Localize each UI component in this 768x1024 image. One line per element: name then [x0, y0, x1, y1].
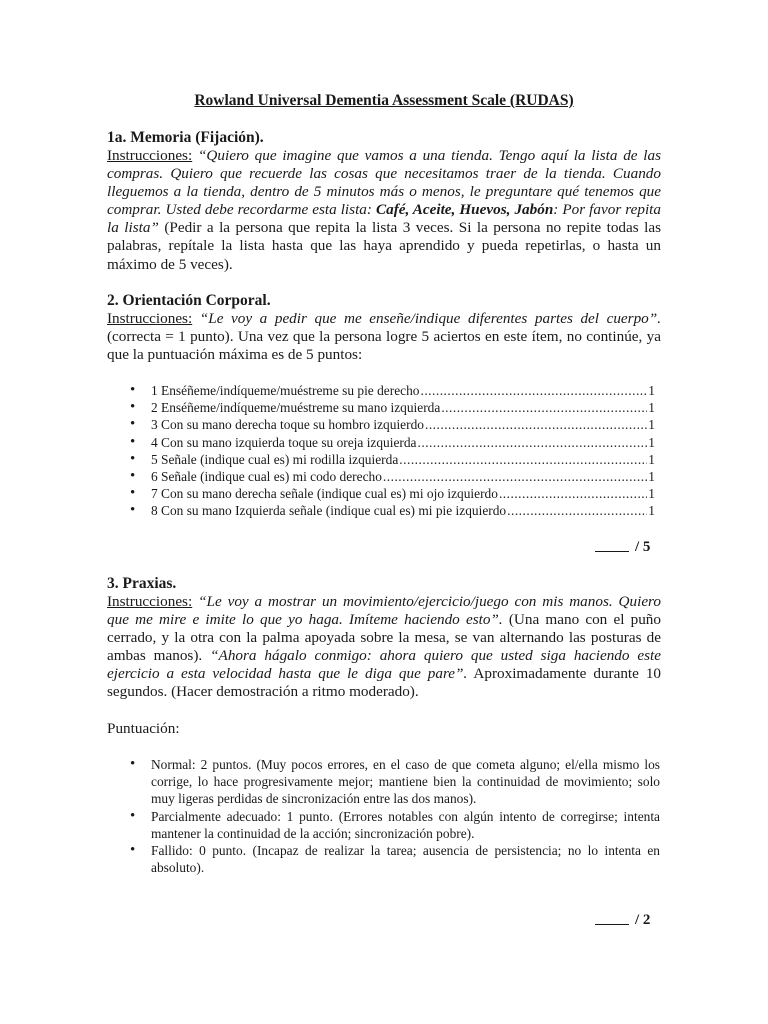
instruction-note: (Una mano con el puño cerrado, y la otra con la palma apoyada sobre la mesa, se van alternando las posturas de ambas manos). — [107, 611, 661, 665]
body-parts-list — [107, 382, 655, 520]
section-heading: 2. Orientación Corporal. — [107, 292, 271, 309]
instruction-quote: “Le voy a mostrar un movimiento/ejercicio/juego con mis manos. Quiero que me mire e imite lo que yo haga. Imíteme haciendo esto”. — [107, 593, 661, 629]
score-blank[interactable] — [595, 924, 629, 925]
list-item: • 4 Con su mano izquierda toque su oreja izquierda ..... 1 — [107, 434, 655, 451]
list-item: • Fallido: 0 punto. (Incapaz de realizar la tarea; ausencia de persistencia; no lo intenta en absoluto). — [107, 842, 660, 876]
word-list: Café, Aceite, Huevos, Jabón — [375, 201, 554, 219]
instruction-quote: “Le voy a pedir que me enseñe/indique diferentes partes del cuerpo”. — [199, 310, 661, 327]
score-field-praxias[interactable] — [595, 912, 650, 929]
list-item: • 3 Con su mano derecha toque su hombro izquierdo ..... 1 — [107, 416, 655, 433]
list-item: • 1 Enséñeme/indíqueme/muéstreme su pie derecho ..... 1 — [107, 382, 655, 399]
score-blank[interactable] — [595, 551, 629, 552]
section-orientacion — [107, 292, 661, 364]
instruction-quote-2: “Ahora hágalo conmigo: ahora quiero que usted siga haciendo este ejercicio a esta velocidad hasta que le diga que pare”. — [107, 647, 661, 683]
instruction-note: (correcta = 1 punto). Una vez que la persona logre 5 aciertos en este ítem, no continúe, ya que la puntuación máxima es de 5 puntos: — [107, 328, 661, 364]
instruction-note-2: Aproximadamente durante 10 segundos. (Hacer demostración a ritmo moderado). — [107, 665, 662, 701]
section-heading: 1a. Memoria (Fijación). — [107, 129, 264, 146]
list-item: • 8 Con su mano Izquierda señale (indique cual es) mi pie izquierdo ..... 1 — [107, 502, 655, 519]
puntuacion-label: Puntuación: — [107, 720, 180, 737]
instruction-quote: “Quiero que imagine que vamos a una tienda. Tengo aquí la lista de las compras. Quiero que recuerde las cosas que necesitamos traer de la tienda. Cuando lleguemos a la tienda, dentro de 5 minutos más o menos, le preguntare qué tenemos que comprar. Usted debe recordarme esta lista: — [107, 147, 662, 219]
scoring-criteria-list — [107, 756, 660, 876]
list-item: • 7 Con su mano derecha señale (indique cual es) mi ojo izquierdo ..... 1 — [107, 485, 655, 502]
section-instructions — [107, 147, 661, 274]
list-item: • 2 Enséñeme/indíqueme/muéstreme su mano izquierda ..... 1 — [107, 399, 655, 416]
list-item: • 6 Señale (indique cual es) mi codo derecho ..... 1 — [107, 468, 655, 485]
instructions-label: Instrucciones: — [107, 147, 193, 164]
section-heading: 3. Praxias. — [107, 575, 177, 592]
score-field-orientacion[interactable] — [595, 539, 650, 556]
document-title: Rowland Universal Dementia Assessment Scale (RUDAS) — [194, 92, 574, 109]
list-item: • Parcialmente adecuado: 1 punto. (Errores notables con algún intento de corregirse; intenta mantener la continuidad de la acción; sincronización pobre). — [107, 808, 660, 842]
score-max: / 2 — [635, 912, 651, 928]
score-max: / 5 — [635, 539, 651, 555]
section-praxias — [107, 575, 661, 702]
list-item: • Normal: 2 puntos. (Muy pocos errores, en el caso de que cometa alguno; el/ella mismo los corrige, lo hace progresivamente mejor; mantiene bien la continuidad de movimiento; solo muy ligeras perdidas de sincronización entre las dos manos). — [107, 756, 660, 808]
puntuacion-label-wrap — [107, 720, 661, 738]
list-item: • 5 Señale (indique cual es) mi rodilla izquierda ..... 1 — [107, 451, 655, 468]
section-instructions — [107, 310, 661, 364]
instructions-label: Instrucciones: — [107, 593, 193, 610]
instructions-label: Instrucciones: — [107, 310, 193, 327]
instruction-quote-end: : Por favor repita la lista” — [107, 201, 661, 237]
section-instructions — [107, 593, 661, 702]
section-memoria — [107, 129, 661, 274]
instruction-note: (Pedir a la persona que repita la lista 3 veces. Si la persona no repite todas las palabras, repítale la lista hasta que las haya aprendido y pueda repetirlas, o hasta un máximo de 5 veces). — [107, 219, 661, 273]
